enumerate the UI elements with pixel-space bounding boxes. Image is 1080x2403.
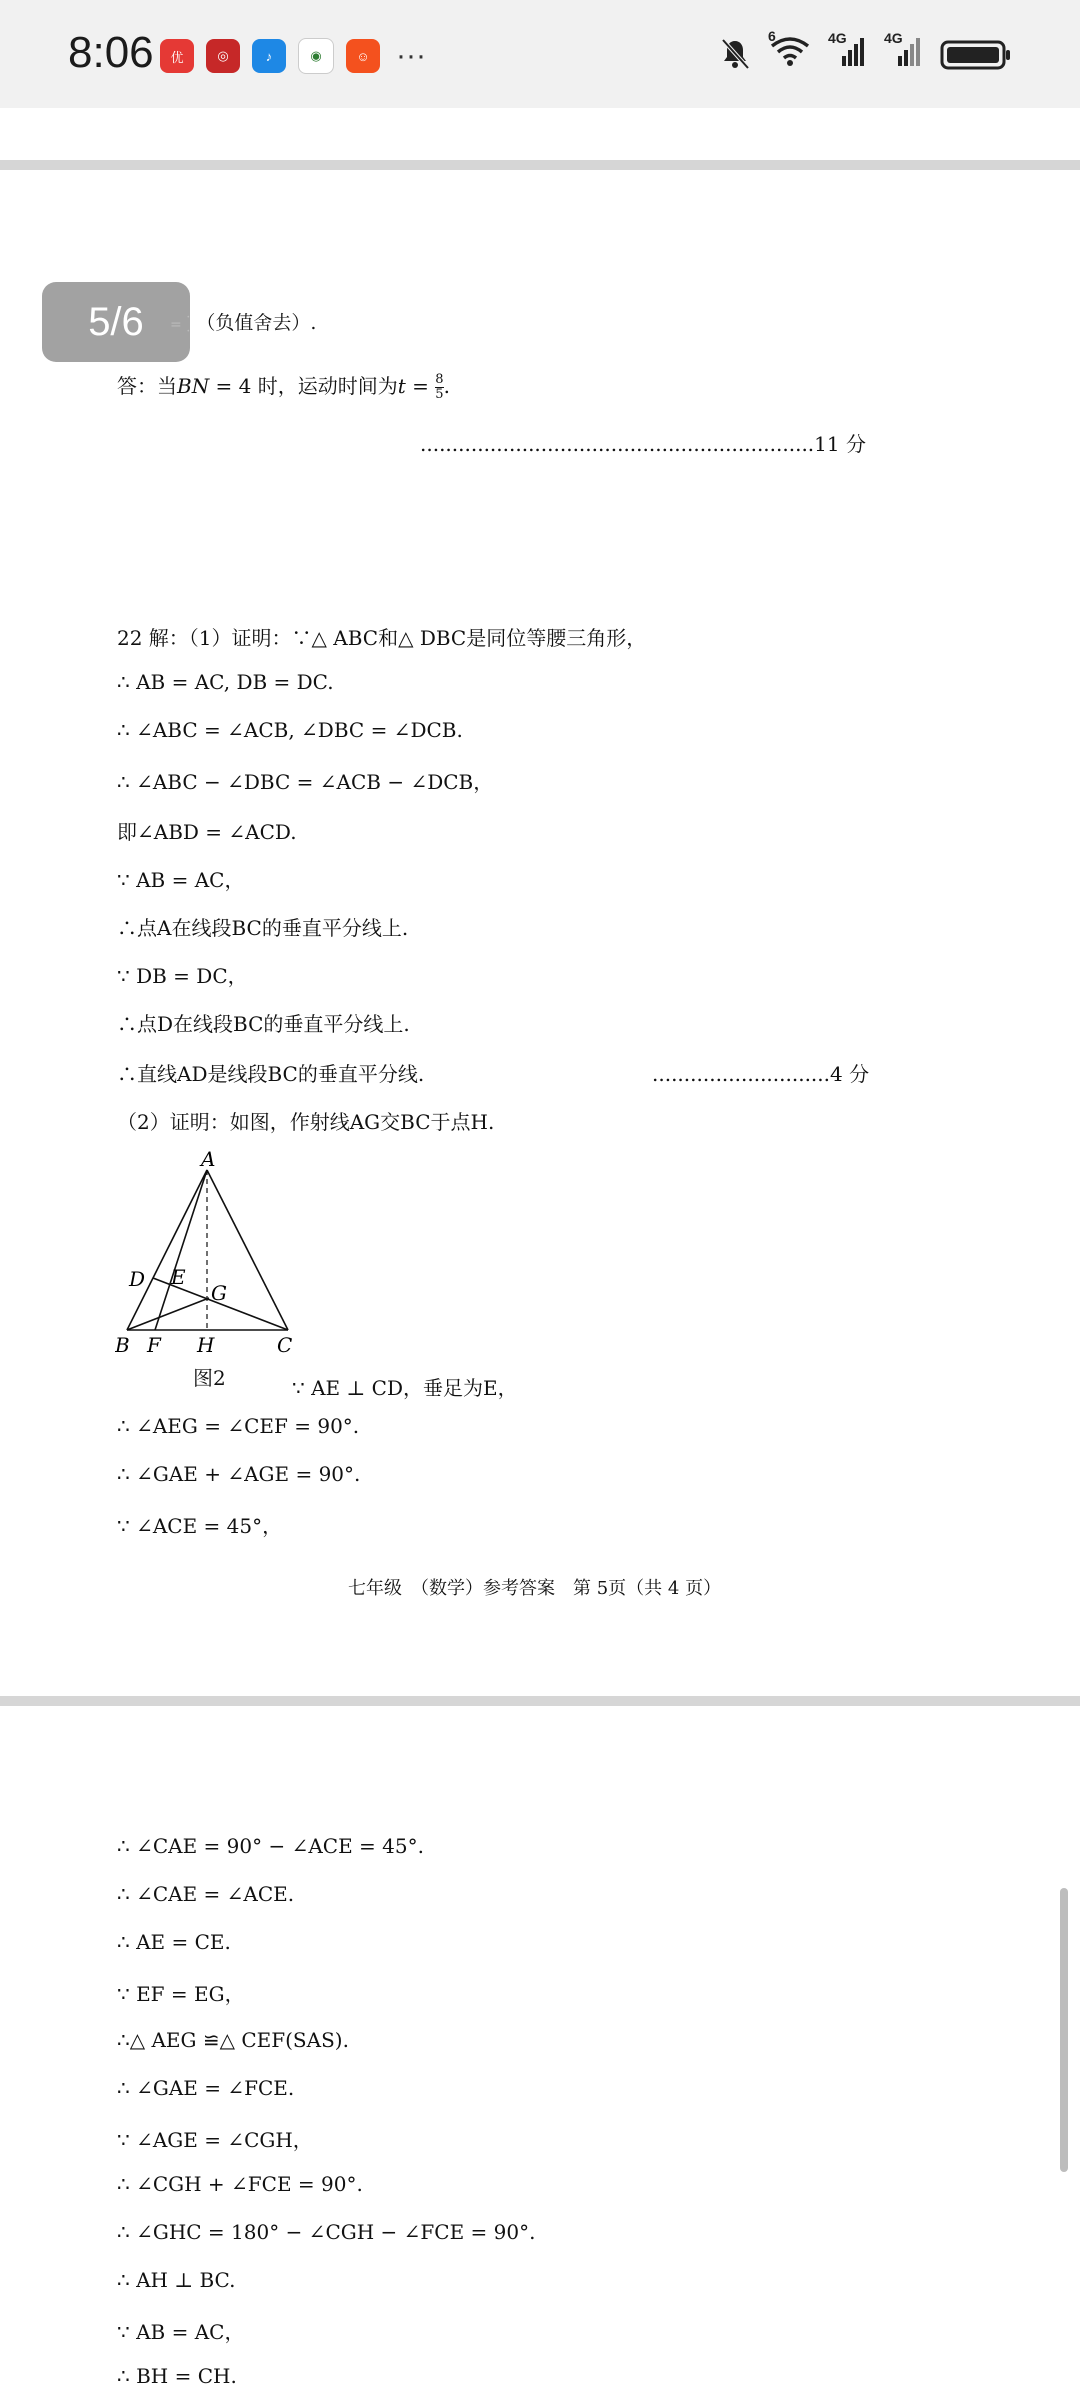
- p6-line-11: ∵ AB = AC，: [117, 2320, 245, 2344]
- proof-line-13: ∵ ∠ACE = 45°，: [117, 1514, 283, 1538]
- proof-line-12: ∴ ∠GAE + ∠AGE = 90°.: [117, 1462, 361, 1486]
- p6-line-9: ∴ ∠GHC = 180° − ∠CGH − ∠FCE = 90°.: [117, 2220, 536, 2244]
- p6-line-10: ∴ AH ⊥ BC.: [117, 2268, 236, 2292]
- proof-line-7: ∵ DB = DC，: [117, 964, 248, 988]
- label-F: F: [147, 1333, 161, 1357]
- page-separator-middle: [0, 1696, 1080, 1706]
- label-B: B: [115, 1333, 130, 1357]
- label-G: G: [211, 1281, 227, 1305]
- mute-bell-icon: [718, 37, 752, 71]
- app-icon-3: ♪: [252, 39, 286, 73]
- p6-line-12: ∴ BH = CH.: [117, 2364, 237, 2388]
- notification-icons: [160, 38, 426, 74]
- answer-line: 答：当BN = 4 时，运动时间为t = $\frac{8}{5}$ .: [117, 372, 450, 402]
- p6-line-2: ∴ ∠CAE = ∠ACE.: [117, 1882, 295, 1906]
- status-time: 8:06: [68, 28, 154, 77]
- app-icon-1: 优: [160, 39, 194, 73]
- score-line-4: ............................4 分: [652, 1062, 870, 1086]
- app-icon-5: ☺: [346, 39, 380, 73]
- more-notifications-icon: ···: [396, 39, 426, 72]
- proof-line-8: ∴点D在线段BC的垂直平分线上.: [117, 1012, 410, 1036]
- label-E: E: [171, 1265, 186, 1289]
- proof-line-11: ∴ ∠AEG = ∠CEF = 90°.: [117, 1414, 360, 1438]
- proof-line-4: 即∠ABD = ∠ACD.: [117, 820, 297, 844]
- p6-line-6: ∴ ∠GAE = ∠FCE.: [117, 2076, 295, 2100]
- battery-icon: [940, 37, 1012, 71]
- signal-4g-icon-2: 4G: [884, 34, 924, 73]
- proof-line-9: ∴直线AD是线段BC的垂直平分线.: [117, 1062, 425, 1086]
- system-icons: [718, 28, 1012, 73]
- proof-line-3: ∴ ∠ABC − ∠DBC = ∠ACB − ∠DCB，: [117, 770, 494, 794]
- part2-title: （2）证明：如图，作射线AG交BC于点H.: [117, 1110, 495, 1134]
- page-footer: 七年级 （数学）参考答案 第 5页（共 4 页）: [348, 1578, 722, 1599]
- q22-title: 22 解：（1）证明：∵△ ABC和△ DBC是同位等腰三角形，: [117, 626, 647, 650]
- text-line-discard: = · · （负值舍去）.: [170, 310, 317, 339]
- geometry-figure: [115, 1148, 305, 1358]
- app-icon-4: ◉: [298, 38, 334, 74]
- app-icon-2: ◎: [206, 39, 240, 73]
- label-A: A: [201, 1148, 216, 1171]
- score-line-11: ..............................................................11 分: [420, 432, 866, 456]
- p6-line-4: ∵ EF = EG，: [117, 1982, 245, 2006]
- figure-caption: 图2: [193, 1366, 226, 1390]
- p6-line-7: ∵ ∠AGE = ∠CGH，: [117, 2128, 313, 2152]
- label-C: C: [277, 1333, 293, 1357]
- vertical-scrollbar[interactable]: [1060, 1888, 1068, 2172]
- p6-line-5: ∴△ AEG ≌△ CEF(SAS).: [117, 2028, 349, 2052]
- wifi-icon: 6: [768, 34, 812, 73]
- page-separator-top: [0, 160, 1080, 170]
- signal-4g-icon-1: 4G: [828, 34, 868, 73]
- p6-line-1: ∴ ∠CAE = 90° − ∠ACE = 45°.: [117, 1834, 424, 1858]
- p6-line-8: ∴ ∠CGH + ∠FCE = 90°.: [117, 2172, 363, 2196]
- label-D: D: [129, 1267, 146, 1291]
- proof-line-6: ∴点A在线段BC的垂直平分线上.: [117, 916, 409, 940]
- label-H: H: [197, 1333, 215, 1357]
- proof-line-10: ∵ AE ⊥ CD，垂足为E，: [292, 1376, 518, 1400]
- proof-line-2: ∴ ∠ABC = ∠ACB, ∠DBC = ∠DCB.: [117, 718, 463, 742]
- p6-line-3: ∴ AE = CE.: [117, 1930, 231, 1954]
- status-bar: [0, 0, 1080, 108]
- proof-line-5: ∵ AB = AC，: [117, 868, 245, 892]
- proof-line-1: ∴ AB = AC, DB = DC.: [117, 670, 334, 694]
- page-indicator[interactable]: 5/6: [42, 282, 190, 362]
